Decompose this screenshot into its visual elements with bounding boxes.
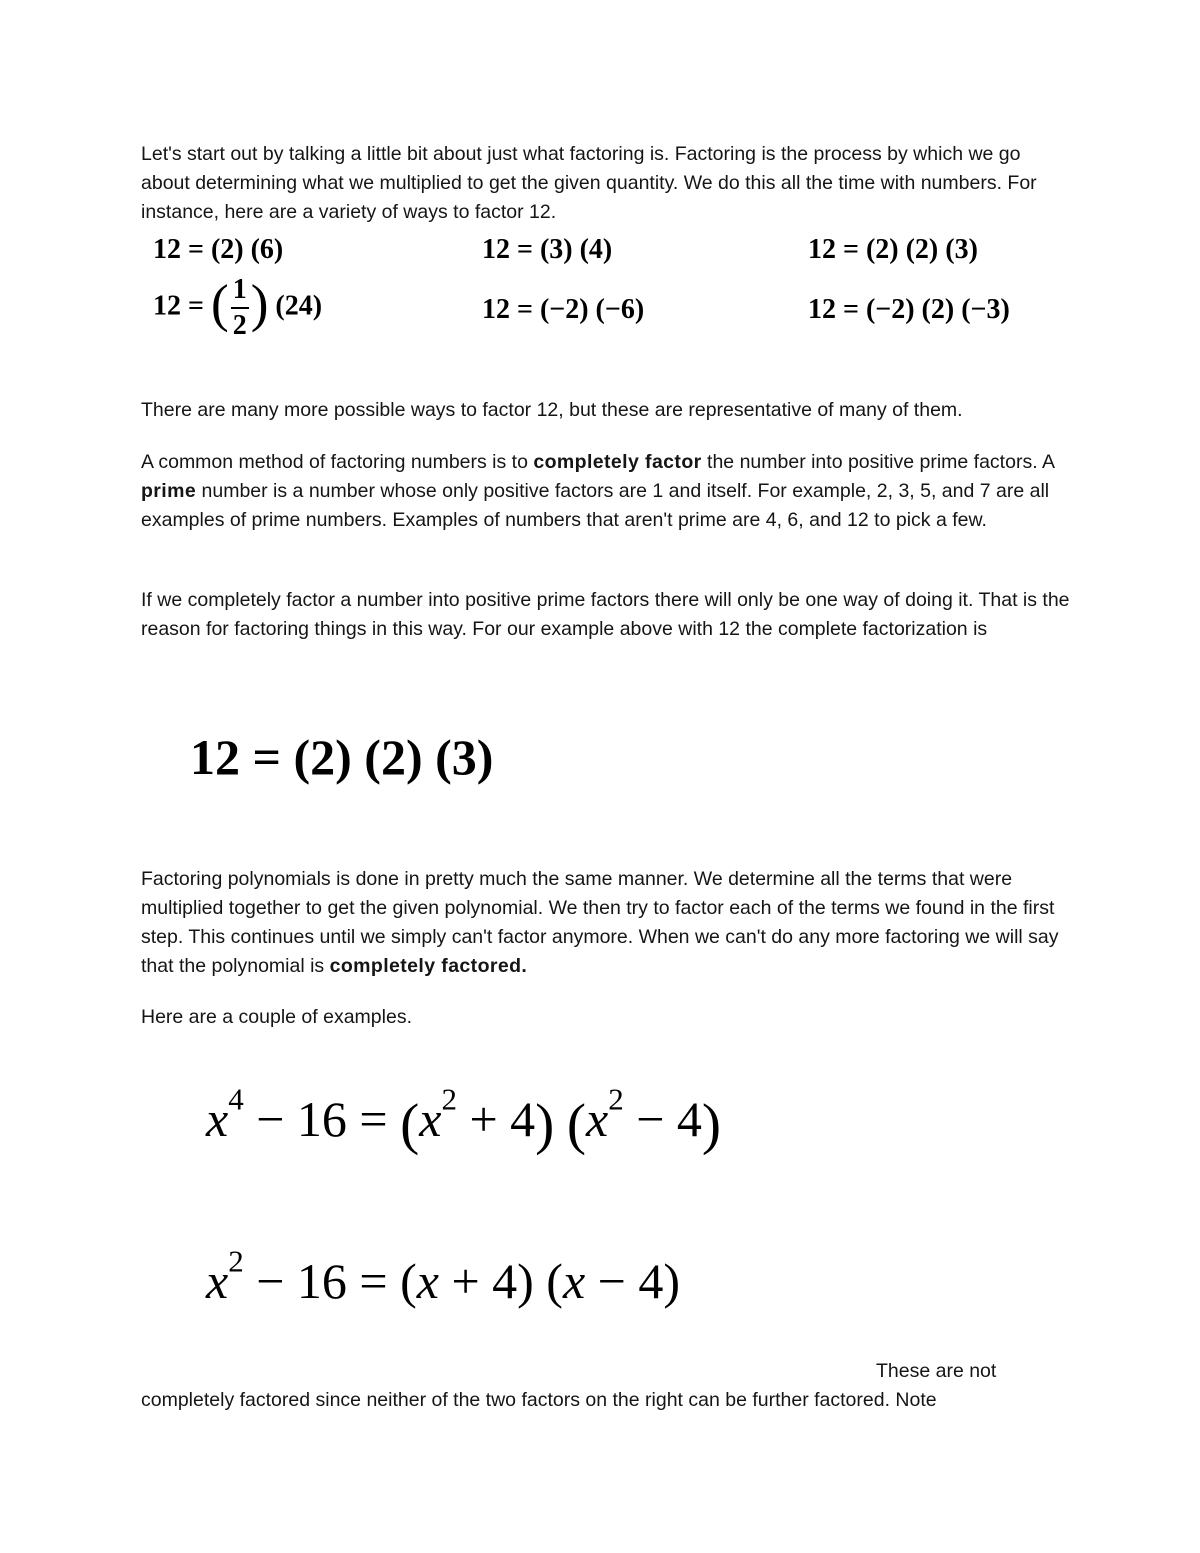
fraction-denominator: 2 (232, 310, 247, 341)
exponent: 2 (608, 1081, 624, 1117)
variable-x: x (585, 1091, 609, 1147)
factoring-polynomials-paragraph (141, 865, 1071, 981)
text-run: number is a number whose only positive factors are 1 and itself. For example, 2, 3, 5, and 7 are all examples of prime numbers. Examples of numbers that aren't prime are 4, 6, and 12 to pick a few. (141, 480, 1050, 531)
close-paren: ) (250, 274, 269, 334)
equation-text: − 4 (623, 1091, 702, 1147)
complete-factorization-paragraph: If we completely factor a number into positive prime factors there will only be one way of doing it. That is the reason for factoring things in this way. For our example above with 12 the complete factorization is (141, 589, 1070, 640)
open-paren: ( (566, 1092, 586, 1156)
equation-complete-factorization: 12 = (2) (2) (3) (190, 729, 494, 785)
exponent: 2 (228, 1243, 244, 1279)
intro-paragraph: Let's start out by talking a little bit about just what factoring is. Factoring is the process by which we go about determining what we multiplied to get the given quantity. We do this all the time with numbers. For instance, here are a variety of ways to factor 12. (141, 143, 1037, 223)
variable-x: x (419, 1091, 442, 1147)
prime-definition-paragraph (141, 448, 1071, 535)
equation-12-eq-half-24 (153, 276, 322, 340)
close-paren: ) (701, 1092, 722, 1156)
variable-x: x (206, 1253, 229, 1309)
equation-text: − 16 = ( (243, 1253, 417, 1309)
equation-12-eq-neg2-neg6: 12 = (−2) (−6) (482, 294, 645, 325)
trailing-paragraph: completely factored since neither of the two factors on the right can be further factored. Note (141, 1389, 937, 1411)
fraction-numerator: 1 (231, 276, 249, 309)
variable-x: x (206, 1091, 229, 1147)
equation-x2-minus-16 (206, 1243, 681, 1310)
equation-text: − 4) (585, 1253, 681, 1309)
equation-12-eq-2-2-3: 12 = (2) (2) (3) (808, 234, 978, 265)
bold-term-completely-factored: completely factored. (329, 955, 528, 977)
exponent: 2 (441, 1081, 457, 1117)
equation-text: + 4 (456, 1091, 536, 1147)
variable-x: x (416, 1253, 439, 1309)
exponent: 4 (228, 1081, 244, 1117)
open-paren: ( (210, 274, 229, 334)
fraction-one-half (231, 276, 249, 340)
text-run: A common method of factoring numbers is to (141, 451, 534, 473)
bold-term-completely-factor: completely factor (533, 451, 702, 473)
equation-rhs: (24) (275, 290, 323, 322)
text-run: Factoring polynomials is done in pretty much the same manner. We determine all the terms that were multiplied together to get the given polynomial. We then try to factor each of the terms we found in the first step. This continues until we simply can't factor anymore. When we can't do any more factoring we will say that the polynomial is (141, 868, 1059, 977)
bold-term-prime: prime (141, 480, 197, 502)
close-paren: ) (535, 1092, 555, 1156)
trailing-text-right: These are not (876, 1360, 997, 1382)
open-paren: ( (400, 1092, 420, 1156)
equation-x4-minus-16 (206, 1081, 722, 1156)
equation-text: − 16 = (243, 1091, 401, 1147)
examples-intro-paragraph: Here are a couple of examples. (141, 1006, 412, 1028)
many-ways-paragraph: There are many more possible ways to factor 12, but these are representative of many of them. (141, 399, 963, 421)
equation-12-eq-neg2-2-neg3: 12 = (−2) (2) (−3) (808, 294, 1010, 325)
text-run: the number into positive prime factors. A (701, 451, 1054, 473)
variable-x: x (562, 1253, 586, 1309)
equation-text: + 4) ( (438, 1253, 563, 1309)
equation-12-eq-2-6: 12 = (2) (6) (153, 234, 284, 265)
equation-12-eq-3-4: 12 = (3) (4) (482, 234, 613, 265)
equation-lhs: 12 = (153, 290, 204, 322)
